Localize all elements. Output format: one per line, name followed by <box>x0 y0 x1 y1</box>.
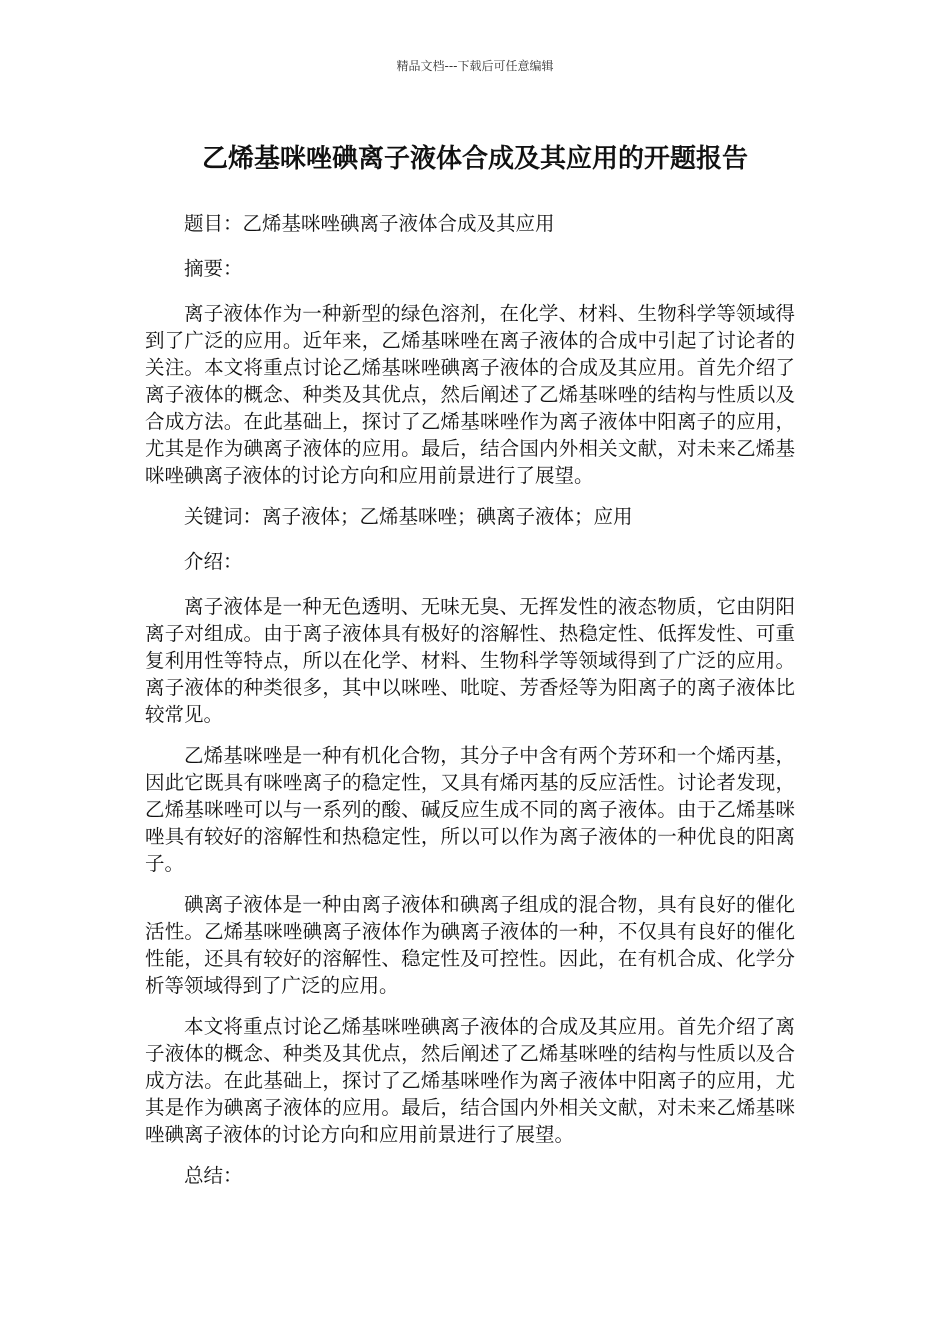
abstract-heading: 摘要： <box>184 257 243 280</box>
document-title: 乙烯基咪唑碘离子液体合成及其应用的开题报告 <box>201 144 748 174</box>
abstract-paragraph: 离子液体作为一种新型的绿色溶剂，在化学、材料、生物科学等领域得到了广泛的应用。近年来，乙烯基咪唑在离子液体的合成中引起了讨论者的关注。本文将重点讨论乙烯基咪唑碘离子液体的合成及其应用。首先介绍了离子液体的概念、种类及其优点，然后阐述了乙烯基咪唑的结构与性质以及合成方法。在此基础上，探讨了乙烯基咪唑作为离子液体中阳离子的应用，尤其是作为碘离子液体的应用。最后，结合国内外相关文献，对未来乙烯基咪唑碘离子液体的讨论方向和应用前景进行了展望。 <box>145 302 795 487</box>
intro-heading: 介绍： <box>184 550 243 573</box>
summary-heading: 总结： <box>184 1164 243 1187</box>
intro-paragraph: 离子液体是一种无色透明、无味无臭、无挥发性的液态物质，它由阴阳离子对组成。由于离子液体具有极好的溶解性、热稳定性、低挥发性、可重复利用性等特点，所以在化学、材料、生物科学等领域得到了广泛的应用。离子液体的种类很多，其中以咪唑、吡啶、芳香烃等为阳离子的离子液体比较常见。 <box>145 595 795 726</box>
topic-line: 题目：乙烯基咪唑碘离子液体合成及其应用 <box>184 212 555 235</box>
keywords-line: 关键词：离子液体；乙烯基咪唑；碘离子液体；应用 <box>184 505 633 528</box>
intro-paragraph: 乙烯基咪唑是一种有机化合物，其分子中含有两个芳环和一个烯丙基，因此它既具有咪唑离子的稳定性，又具有烯丙基的反应活性。讨论者发现，乙烯基咪唑可以与一系列的酸、碱反应生成不同的离子液体。由于乙烯基咪唑具有较好的溶解性和热稳定性，所以可以作为离子液体的一种优良的阳离子。 <box>145 744 795 875</box>
intro-paragraph: 本文将重点讨论乙烯基咪唑碘离子液体的合成及其应用。首先介绍了离子液体的概念、种类及其优点，然后阐述了乙烯基咪唑的结构与性质以及合成方法。在此基础上，探讨了乙烯基咪唑作为离子液体中阳离子的应用，尤其是作为碘离子液体的应用。最后，结合国内外相关文献，对未来乙烯基咪唑碘离子液体的讨论方向和应用前景进行了展望。 <box>145 1015 795 1146</box>
document-body <box>145 210 795 1207</box>
header-note: 精品文档---下载后可任意编辑 <box>396 59 554 73</box>
intro-paragraph: 碘离子液体是一种由离子液体和碘离子组成的混合物，具有良好的催化活性。乙烯基咪唑碘离子液体作为碘离子液体的一种，不仅具有良好的催化性能，还具有较好的溶解性、稳定性及可控性。因此，在有机合成、化学分析等领域得到了广泛的应用。 <box>145 893 795 997</box>
